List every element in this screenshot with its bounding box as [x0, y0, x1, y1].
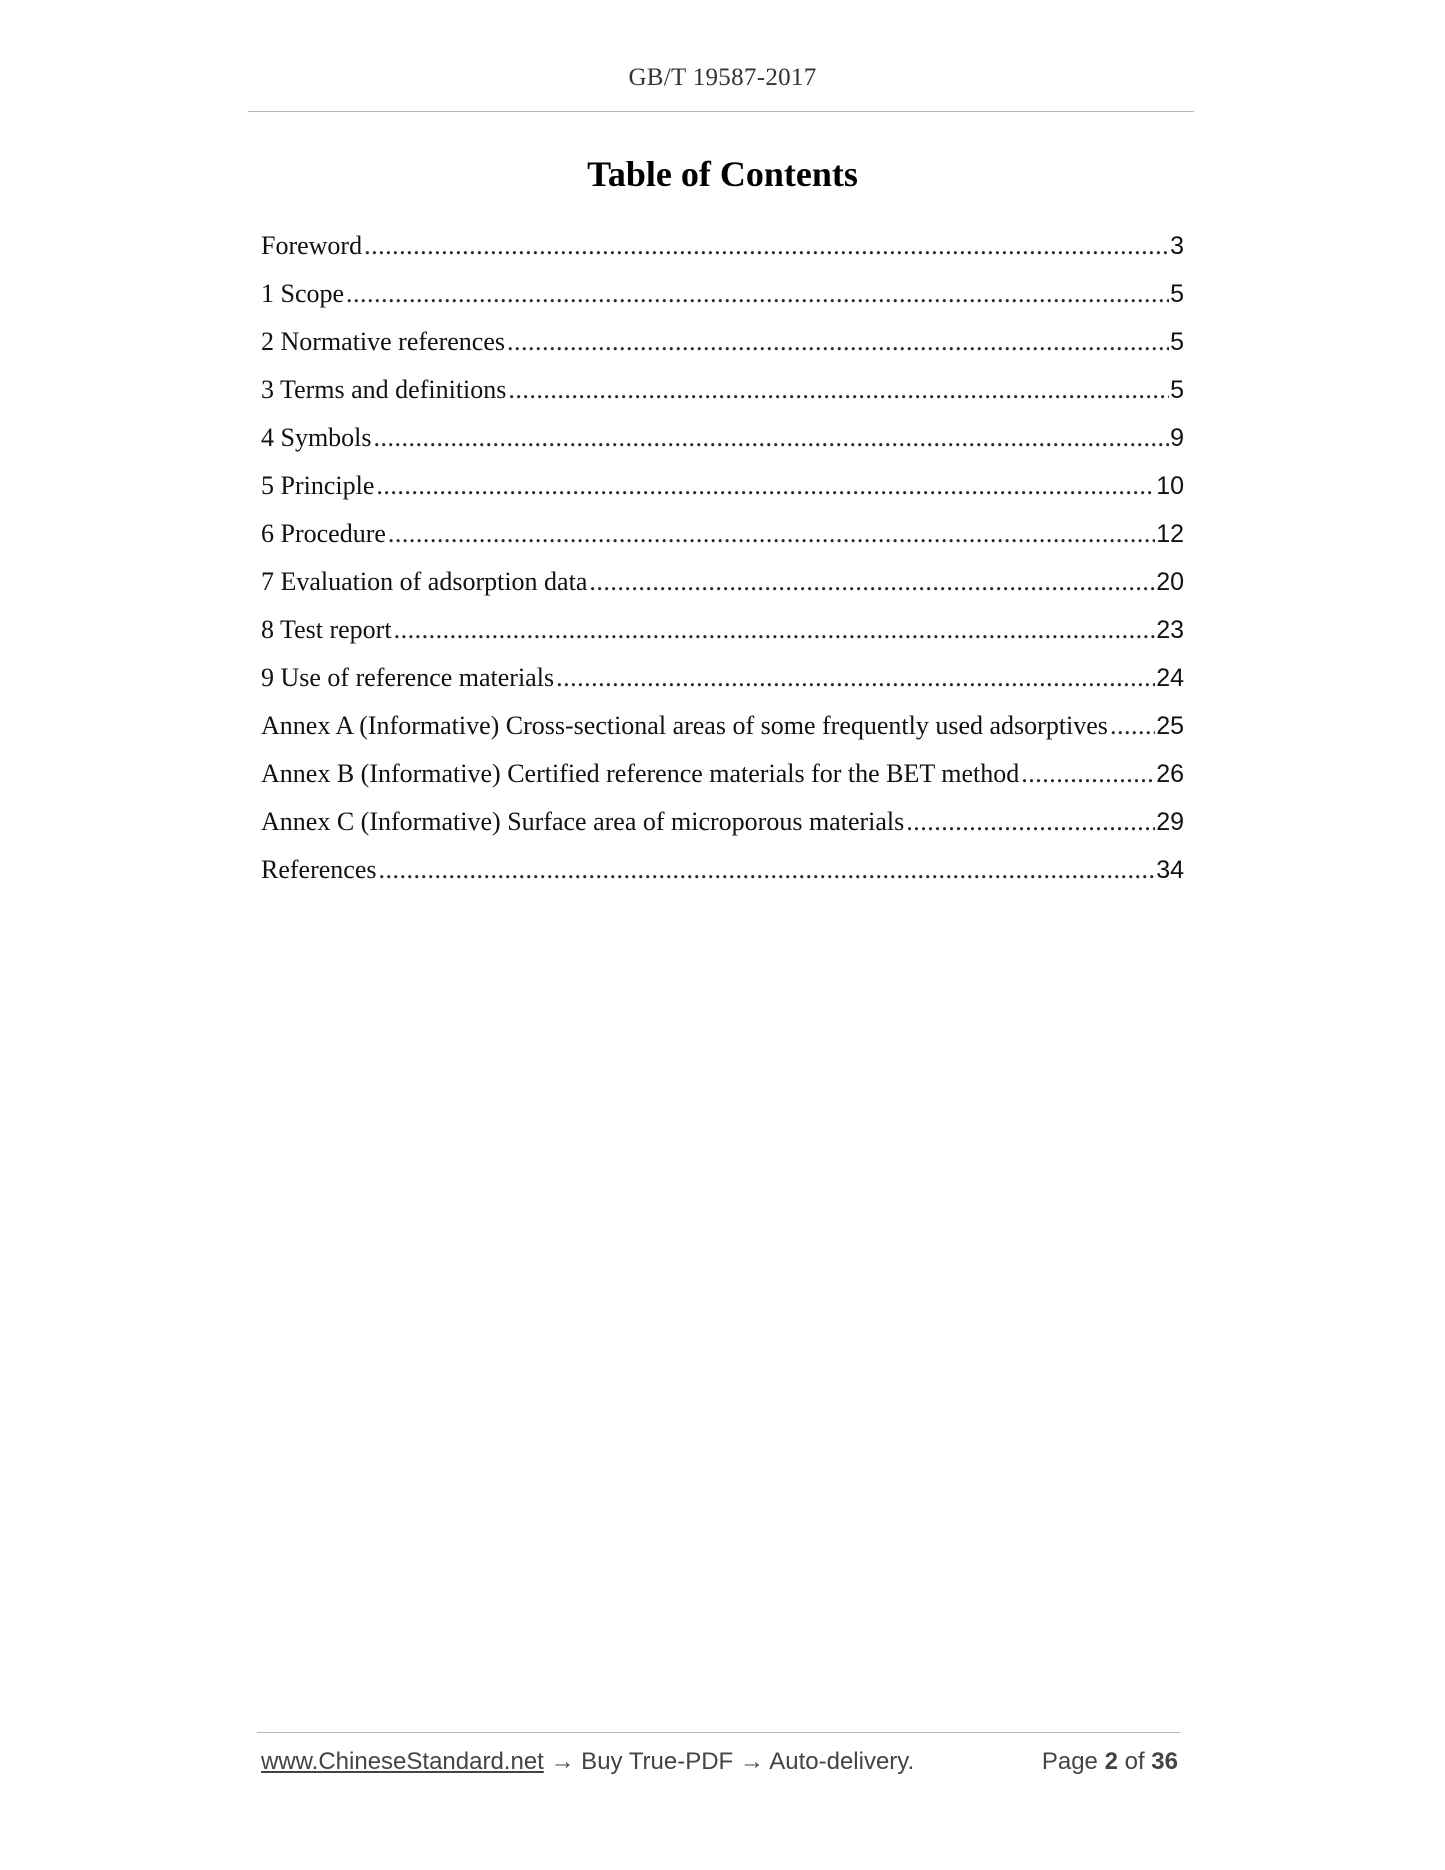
toc-entry[interactable] — [261, 798, 1184, 846]
toc-entry-page: 26 — [1156, 760, 1184, 788]
toc-leader-dots — [1021, 750, 1155, 798]
toc-leader-dots — [394, 606, 1156, 654]
toc-title: Table of Contents — [587, 154, 858, 194]
toc-entry-page: 10 — [1156, 472, 1184, 500]
toc-entry[interactable] — [261, 750, 1184, 798]
of-word: of — [1124, 1748, 1145, 1775]
toc-leader-dots — [376, 462, 1155, 510]
toc-entry[interactable] — [261, 462, 1184, 510]
toc-entry[interactable] — [261, 654, 1184, 702]
toc-entry-page: 9 — [1170, 424, 1184, 452]
standard-code-header: GB/T 19587-2017 — [628, 64, 817, 91]
toc-leader-dots — [346, 270, 1169, 318]
toc-entry[interactable] — [261, 222, 1184, 270]
toc-entry-label: 9 Use of reference materials — [261, 663, 555, 692]
toc-entry-page: 29 — [1156, 808, 1184, 836]
toc-entry[interactable] — [261, 270, 1184, 318]
toc-entry[interactable] — [261, 366, 1184, 414]
toc-entry[interactable] — [261, 606, 1184, 654]
toc-entry[interactable] — [261, 318, 1184, 366]
page-footer — [261, 1748, 1178, 1776]
toc-entry-label: 5 Principle — [261, 471, 375, 500]
toc-leader-dots — [364, 222, 1169, 270]
toc-entry-label: 3 Terms and definitions — [261, 375, 507, 404]
toc-entry-label: Foreword — [261, 231, 363, 260]
toc-entry-page: 25 — [1156, 712, 1184, 740]
toc-leader-dots — [388, 510, 1155, 558]
current-page-number: 2 — [1104, 1748, 1118, 1775]
toc-entry-page: 34 — [1156, 856, 1184, 884]
toc-leader-dots — [378, 846, 1155, 894]
toc-entry-label: 8 Test report — [261, 615, 392, 644]
toc-entry-label: 2 Normative references — [261, 327, 505, 356]
footer-tagline: → Buy True-PDF → Auto-delivery. — [543, 1748, 915, 1775]
toc-entry-page: 23 — [1156, 616, 1184, 644]
toc-entry-page: 12 — [1156, 520, 1184, 548]
website-link[interactable]: www.ChineseStandard.net — [261, 1748, 544, 1775]
footer-divider — [257, 1732, 1180, 1733]
toc-entry-label: 6 Procedure — [261, 519, 386, 548]
toc-entry-page: 5 — [1170, 376, 1184, 404]
toc-leader-dots — [556, 654, 1155, 702]
toc-list — [261, 222, 1184, 894]
page-indicator — [1042, 1748, 1178, 1776]
toc-leader-dots — [906, 798, 1155, 846]
toc-entry[interactable] — [261, 414, 1184, 462]
header-divider — [248, 111, 1194, 112]
toc-entry-label: Annex B (Informative) Certified reference materials for the BET method — [261, 759, 1020, 788]
toc-entry[interactable] — [261, 846, 1184, 894]
toc-leader-dots — [507, 318, 1169, 366]
toc-entry-page: 5 — [1170, 328, 1184, 356]
toc-entry-page: 5 — [1170, 280, 1184, 308]
toc-leader-dots — [589, 558, 1155, 606]
toc-entry-label: 4 Symbols — [261, 423, 372, 452]
toc-entry-page: 3 — [1170, 232, 1184, 260]
toc-entry[interactable] — [261, 510, 1184, 558]
footer-promo — [261, 1748, 914, 1776]
toc-entry-label: Annex A (Informative) Cross-sectional areas of some frequently used adsorptives — [261, 711, 1108, 740]
page-word: Page — [1041, 1748, 1098, 1775]
toc-entry-page: 20 — [1156, 568, 1184, 596]
toc-entry-page: 24 — [1156, 664, 1184, 692]
toc-leader-dots — [374, 414, 1170, 462]
total-page-count: 36 — [1151, 1748, 1178, 1775]
toc-entry-label: 7 Evaluation of adsorption data — [261, 567, 588, 596]
toc-entry[interactable] — [261, 558, 1184, 606]
toc-entry-label: 1 Scope — [261, 279, 345, 308]
toc-entry-label: Annex C (Informative) Surface area of microporous materials — [261, 807, 905, 836]
toc-leader-dots — [1110, 702, 1155, 750]
toc-entry-label: References — [261, 855, 377, 884]
toc-leader-dots — [508, 366, 1169, 414]
toc-entry[interactable] — [261, 702, 1184, 750]
